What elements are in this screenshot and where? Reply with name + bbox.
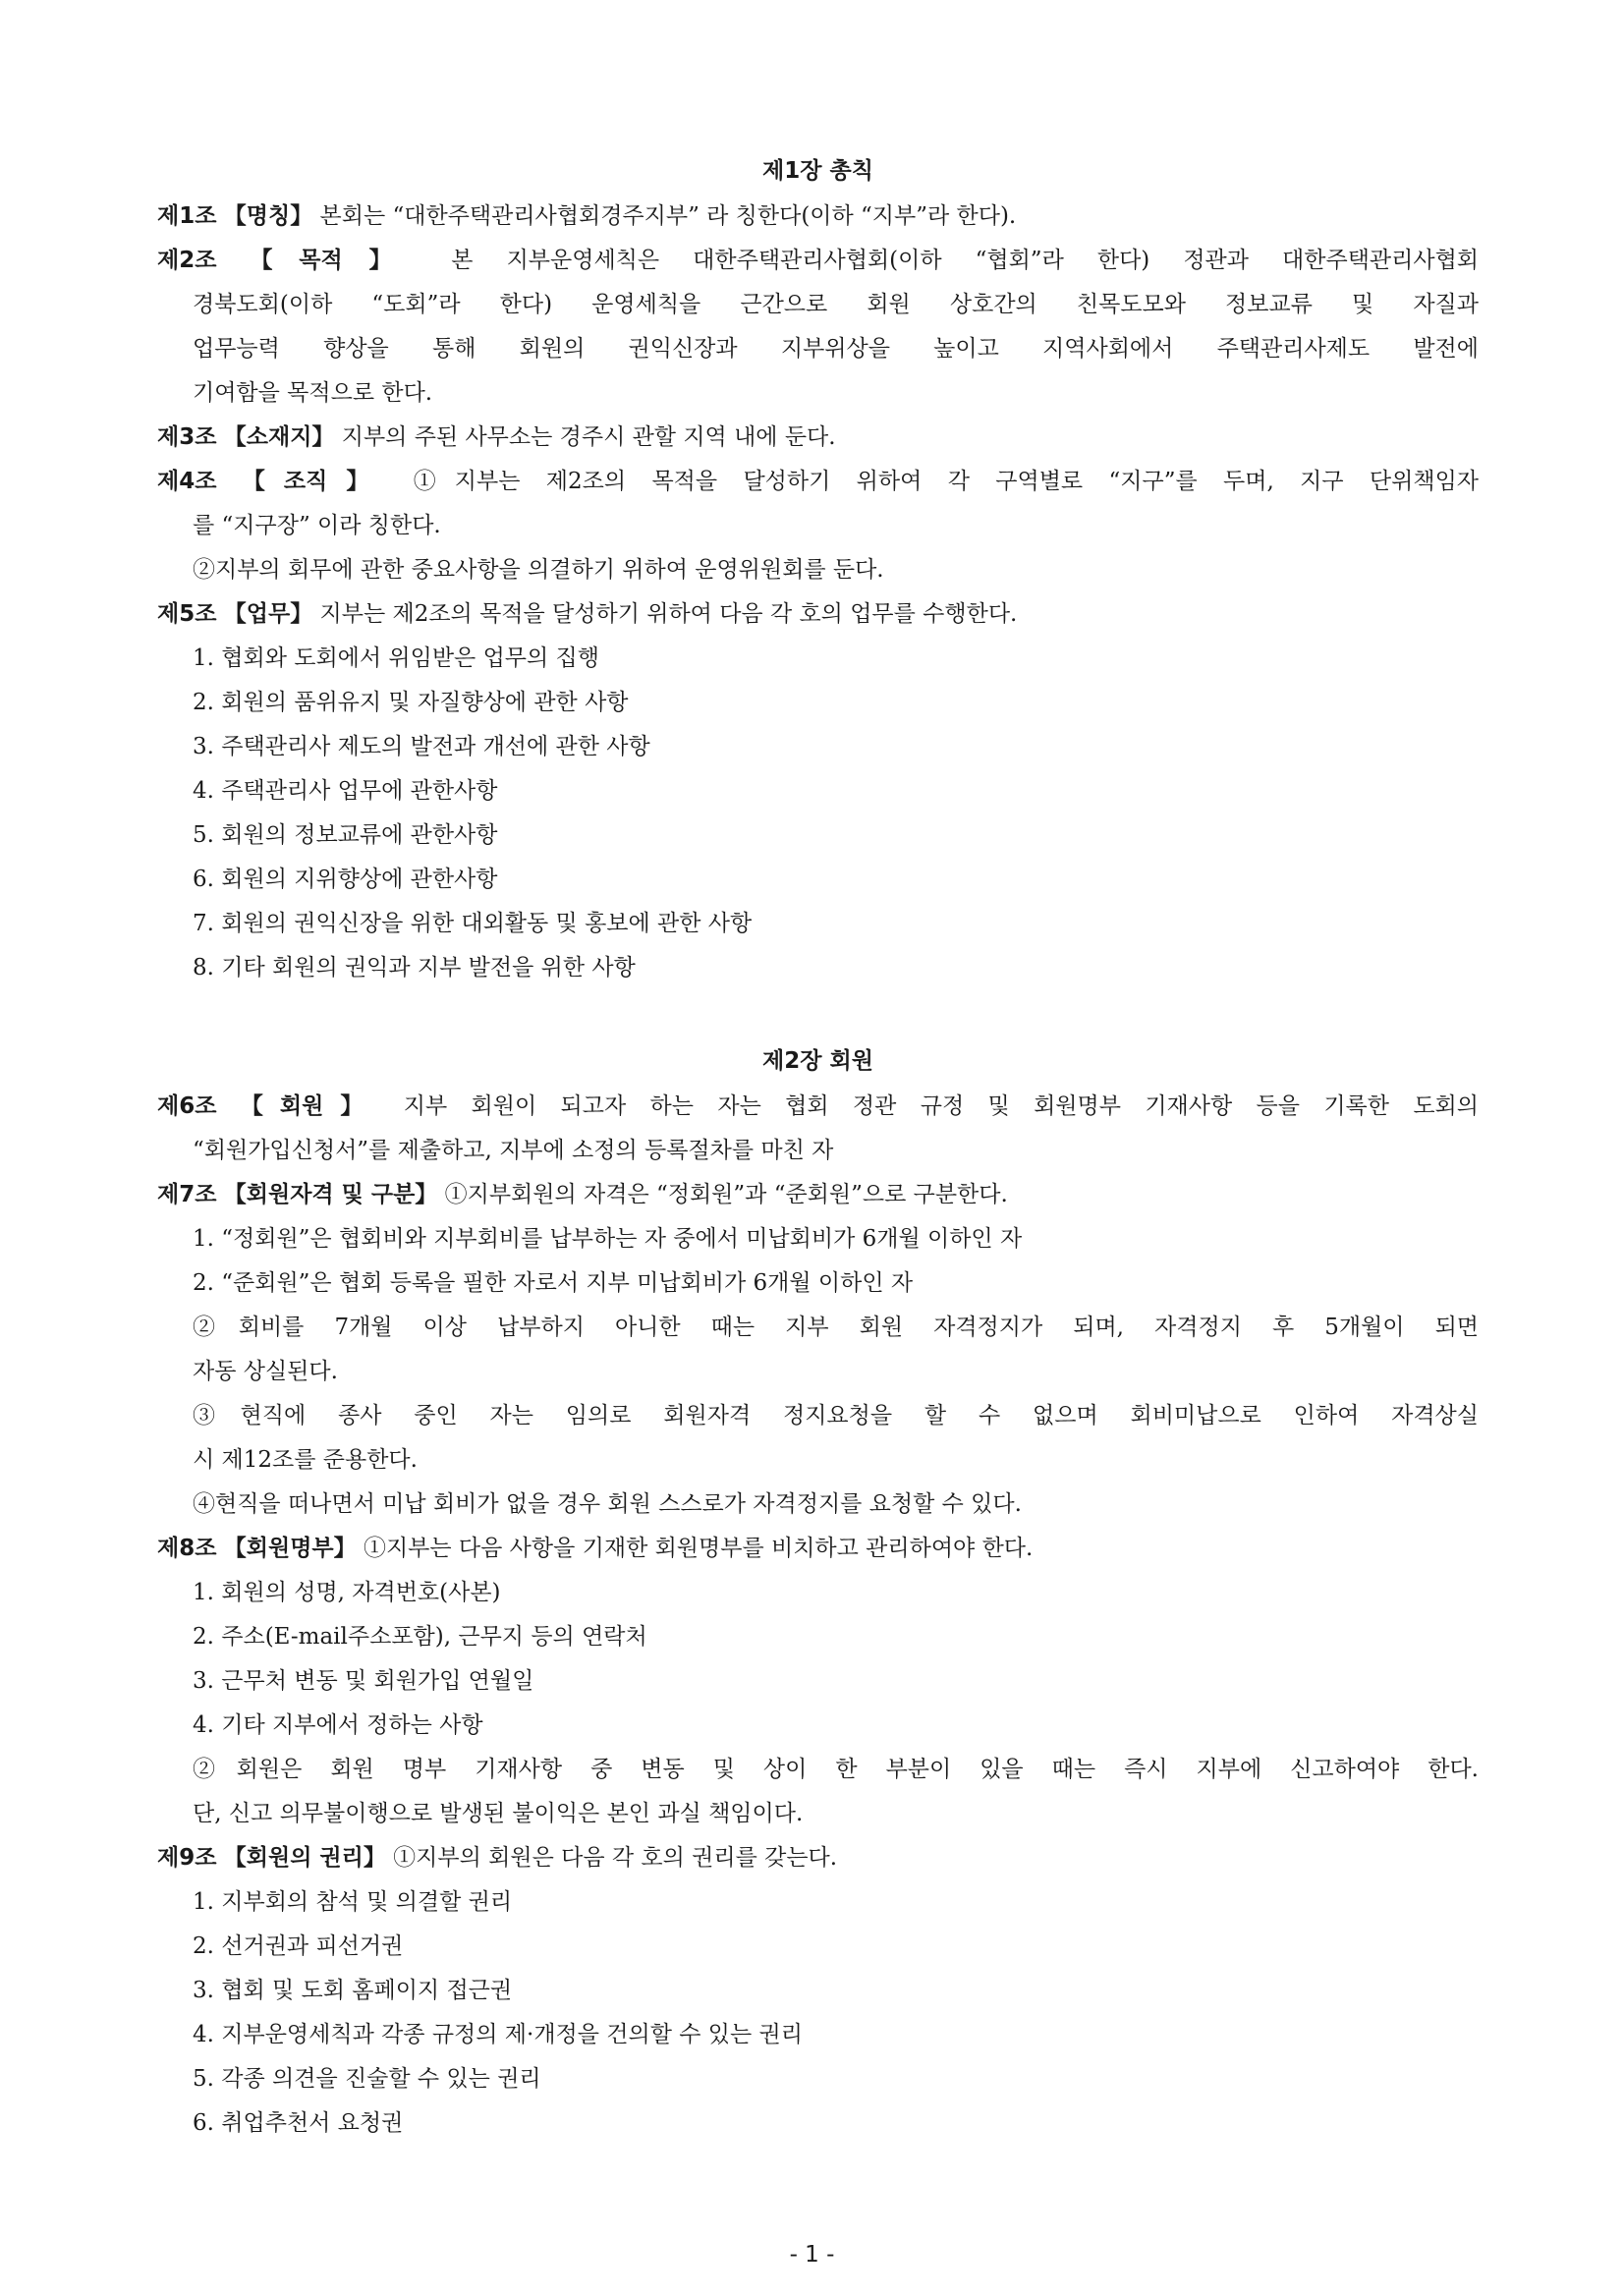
list-item: 6. 회원의 지위향상에 관한사항	[193, 867, 498, 892]
article-3	[157, 416, 1479, 460]
article-number: 제9조	[157, 1845, 217, 1871]
article-body: 지부 회원이 되고자 하는 자는 협회 정관 규정 및 회원명부 기재사항 등을 기록한 도회의	[379, 1093, 1479, 1119]
article-body: ①지부는 다음 사항을 기재한 회원명부를 비치하고 관리하여야 한다.	[356, 1536, 1034, 1561]
list-item: 3. 협회 및 도회 홈페이지 접근권	[193, 1978, 513, 2003]
article-title: 【회원명부】	[223, 1536, 357, 1561]
article-number: 제8조	[157, 1536, 217, 1561]
article-7	[157, 1173, 1479, 1217]
article-number: 제4조	[157, 469, 217, 494]
article-title: 【목적】	[250, 248, 419, 273]
document-page	[157, 147, 1479, 2146]
chapter-1-heading: 제1장 총칙	[762, 158, 873, 184]
chapter-2-heading: 제2장 회원	[762, 1048, 873, 1074]
page-number: - 1 -	[789, 2242, 835, 2268]
article-body: ①지부는 제2조의 목적을 달성하기 위하여 각 구역별로 “지구”를 두며, 지구 단위책임자	[387, 469, 1479, 494]
article-body: ①지부회원의 자격은 “정회원”과 “준회원”으로 구분한다.	[437, 1182, 1008, 1207]
list-item: 2. 선거권과 피선거권	[193, 1933, 404, 1959]
list-item: 3. 주택관리사 제도의 발전과 개선에 관한 사항	[193, 734, 650, 759]
list-item: 6. 취업추천서 요청권	[193, 2110, 404, 2136]
article-number: 제3조	[157, 424, 217, 450]
article-number: 제6조	[157, 1093, 217, 1119]
article-2-continuation: 경북도회(이하 “도회”라 한다) 운영세칙을 근간으로 회원 상호간의 친목도모와 정보교류 및 자질과	[193, 292, 1479, 317]
article-4-continuation: 를 “지구장” 이라 칭한다.	[193, 513, 441, 538]
list-item: 3. 근무처 변동 및 회원가입 연월일	[193, 1668, 534, 1694]
list-item: 4. 주택관리사 업무에 관한사항	[193, 778, 498, 804]
article-body: ①지부의 회원은 다음 각 호의 권리를 갖는다.	[385, 1845, 838, 1871]
article-title: 【조직】	[242, 469, 388, 494]
article-title: 【회원】	[240, 1093, 380, 1119]
article-6	[157, 1085, 1479, 1129]
article-number: 제7조	[157, 1182, 217, 1207]
article-7-paragraph-4: ④현직을 떠나면서 미납 회비가 없을 경우 회원 스스로가 자격정지를 요청할 수 있다.	[193, 1491, 1022, 1517]
article-title: 【업무】	[223, 601, 313, 627]
list-item: 4. 지부운영세칙과 각종 규정의 제·개정을 건의할 수 있는 권리	[193, 2022, 803, 2047]
article-title: 【회원자격 및 구분】	[223, 1182, 438, 1207]
list-item: 1. 협회와 도회에서 위임받은 업무의 집행	[193, 645, 599, 671]
article-8-paragraph-2-cont: 단, 신고 의무불이행으로 발생된 불이익은 본인 과실 책임이다.	[193, 1801, 804, 1826]
list-item: 2. “준회원”은 협회 등록을 필한 자로서 지부 미납회비가 6개월 이하인 자	[193, 1270, 914, 1296]
list-item: 8. 기타 회원의 권익과 지부 발전을 위한 사항	[193, 955, 636, 980]
article-8	[157, 1527, 1479, 1571]
list-item: 7. 회원의 권익신장을 위한 대외활동 및 홍보에 관한 사항	[193, 911, 753, 936]
article-7-paragraph-2: ②회비를 7개월 이상 납부하지 아니한 때는 지부 회원 자격정지가 되며, 자격정지 후 5개월이 되면	[193, 1315, 1479, 1340]
article-2-continuation: 업무능력 향상을 통해 회원의 권익신장과 지부위상을 높이고 지역사회에서 주택관리사제도 발전에	[193, 336, 1479, 362]
article-title: 【소재지】	[223, 424, 335, 450]
list-item: 5. 회원의 정보교류에 관한사항	[193, 822, 498, 848]
article-body: 지부는 제2조의 목적을 달성하기 위하여 다음 각 호의 업무를 수행한다.	[312, 601, 1018, 627]
article-8-paragraph-2: ②회원은 회원 명부 기재사항 중 변동 및 상이 한 부분이 있을 때는 즉시 지부에 신고하여야 한다.	[193, 1757, 1479, 1782]
article-number: 제2조	[157, 248, 217, 273]
article-title: 【회원의 권리】	[223, 1845, 386, 1871]
article-6-continuation: “회원가입신청서”를 제출하고, 지부에 소정의 등록절차를 마친 자	[193, 1138, 834, 1163]
article-2	[157, 239, 1479, 283]
article-1	[157, 195, 1479, 239]
list-item: 1. “정회원”은 협회비와 지부회비를 납부하는 자 중에서 미납회비가 6개월 이하인 자	[193, 1226, 1023, 1252]
article-5	[157, 592, 1479, 637]
article-7-paragraph-2-cont: 자동 상실된다.	[193, 1359, 338, 1384]
article-2-continuation: 기여함을 목적으로 한다.	[193, 380, 433, 406]
list-item: 2. 주소(E-mail주소포함), 근무지 등의 연락처	[193, 1624, 647, 1650]
list-item: 1. 회원의 성명, 자격번호(사본)	[193, 1580, 501, 1605]
article-7-paragraph-3: ③현직에 종사 중인 자는 임의로 회원자격 정지요청을 할 수 없으며 회비미납으로 인하여 자격상실	[193, 1403, 1479, 1428]
article-body: 본 지부운영세칙은 대한주택관리사협회(이하 “협회”라 한다) 정관과 대한주택관리사협회	[418, 248, 1479, 273]
article-number: 제5조	[157, 601, 217, 627]
article-body: 본회는 “대한주택관리사협회경주지부” 라 칭한다(이하 “지부”라 한다).	[312, 203, 1017, 229]
list-item: 1. 지부회의 참석 및 의결할 권리	[193, 1889, 513, 1915]
article-7-paragraph-3-cont: 시 제12조를 준용한다.	[193, 1447, 418, 1473]
list-item: 5. 각종 의견을 진술할 수 있는 권리	[193, 2066, 541, 2092]
list-item: 4. 기타 지부에서 정하는 사항	[193, 1712, 483, 1738]
article-title: 【명칭】	[223, 203, 313, 229]
article-4-paragraph-2: ②지부의 회무에 관한 중요사항을 의결하기 위하여 운영위원회를 둔다.	[193, 557, 884, 583]
article-9	[157, 1836, 1479, 1880]
article-4	[157, 460, 1479, 504]
article-number: 제1조	[157, 203, 217, 229]
list-item: 2. 회원의 품위유지 및 자질향상에 관한 사항	[193, 690, 629, 715]
article-body: 지부의 주된 사무소는 경주시 관할 지역 내에 둔다.	[334, 424, 836, 450]
